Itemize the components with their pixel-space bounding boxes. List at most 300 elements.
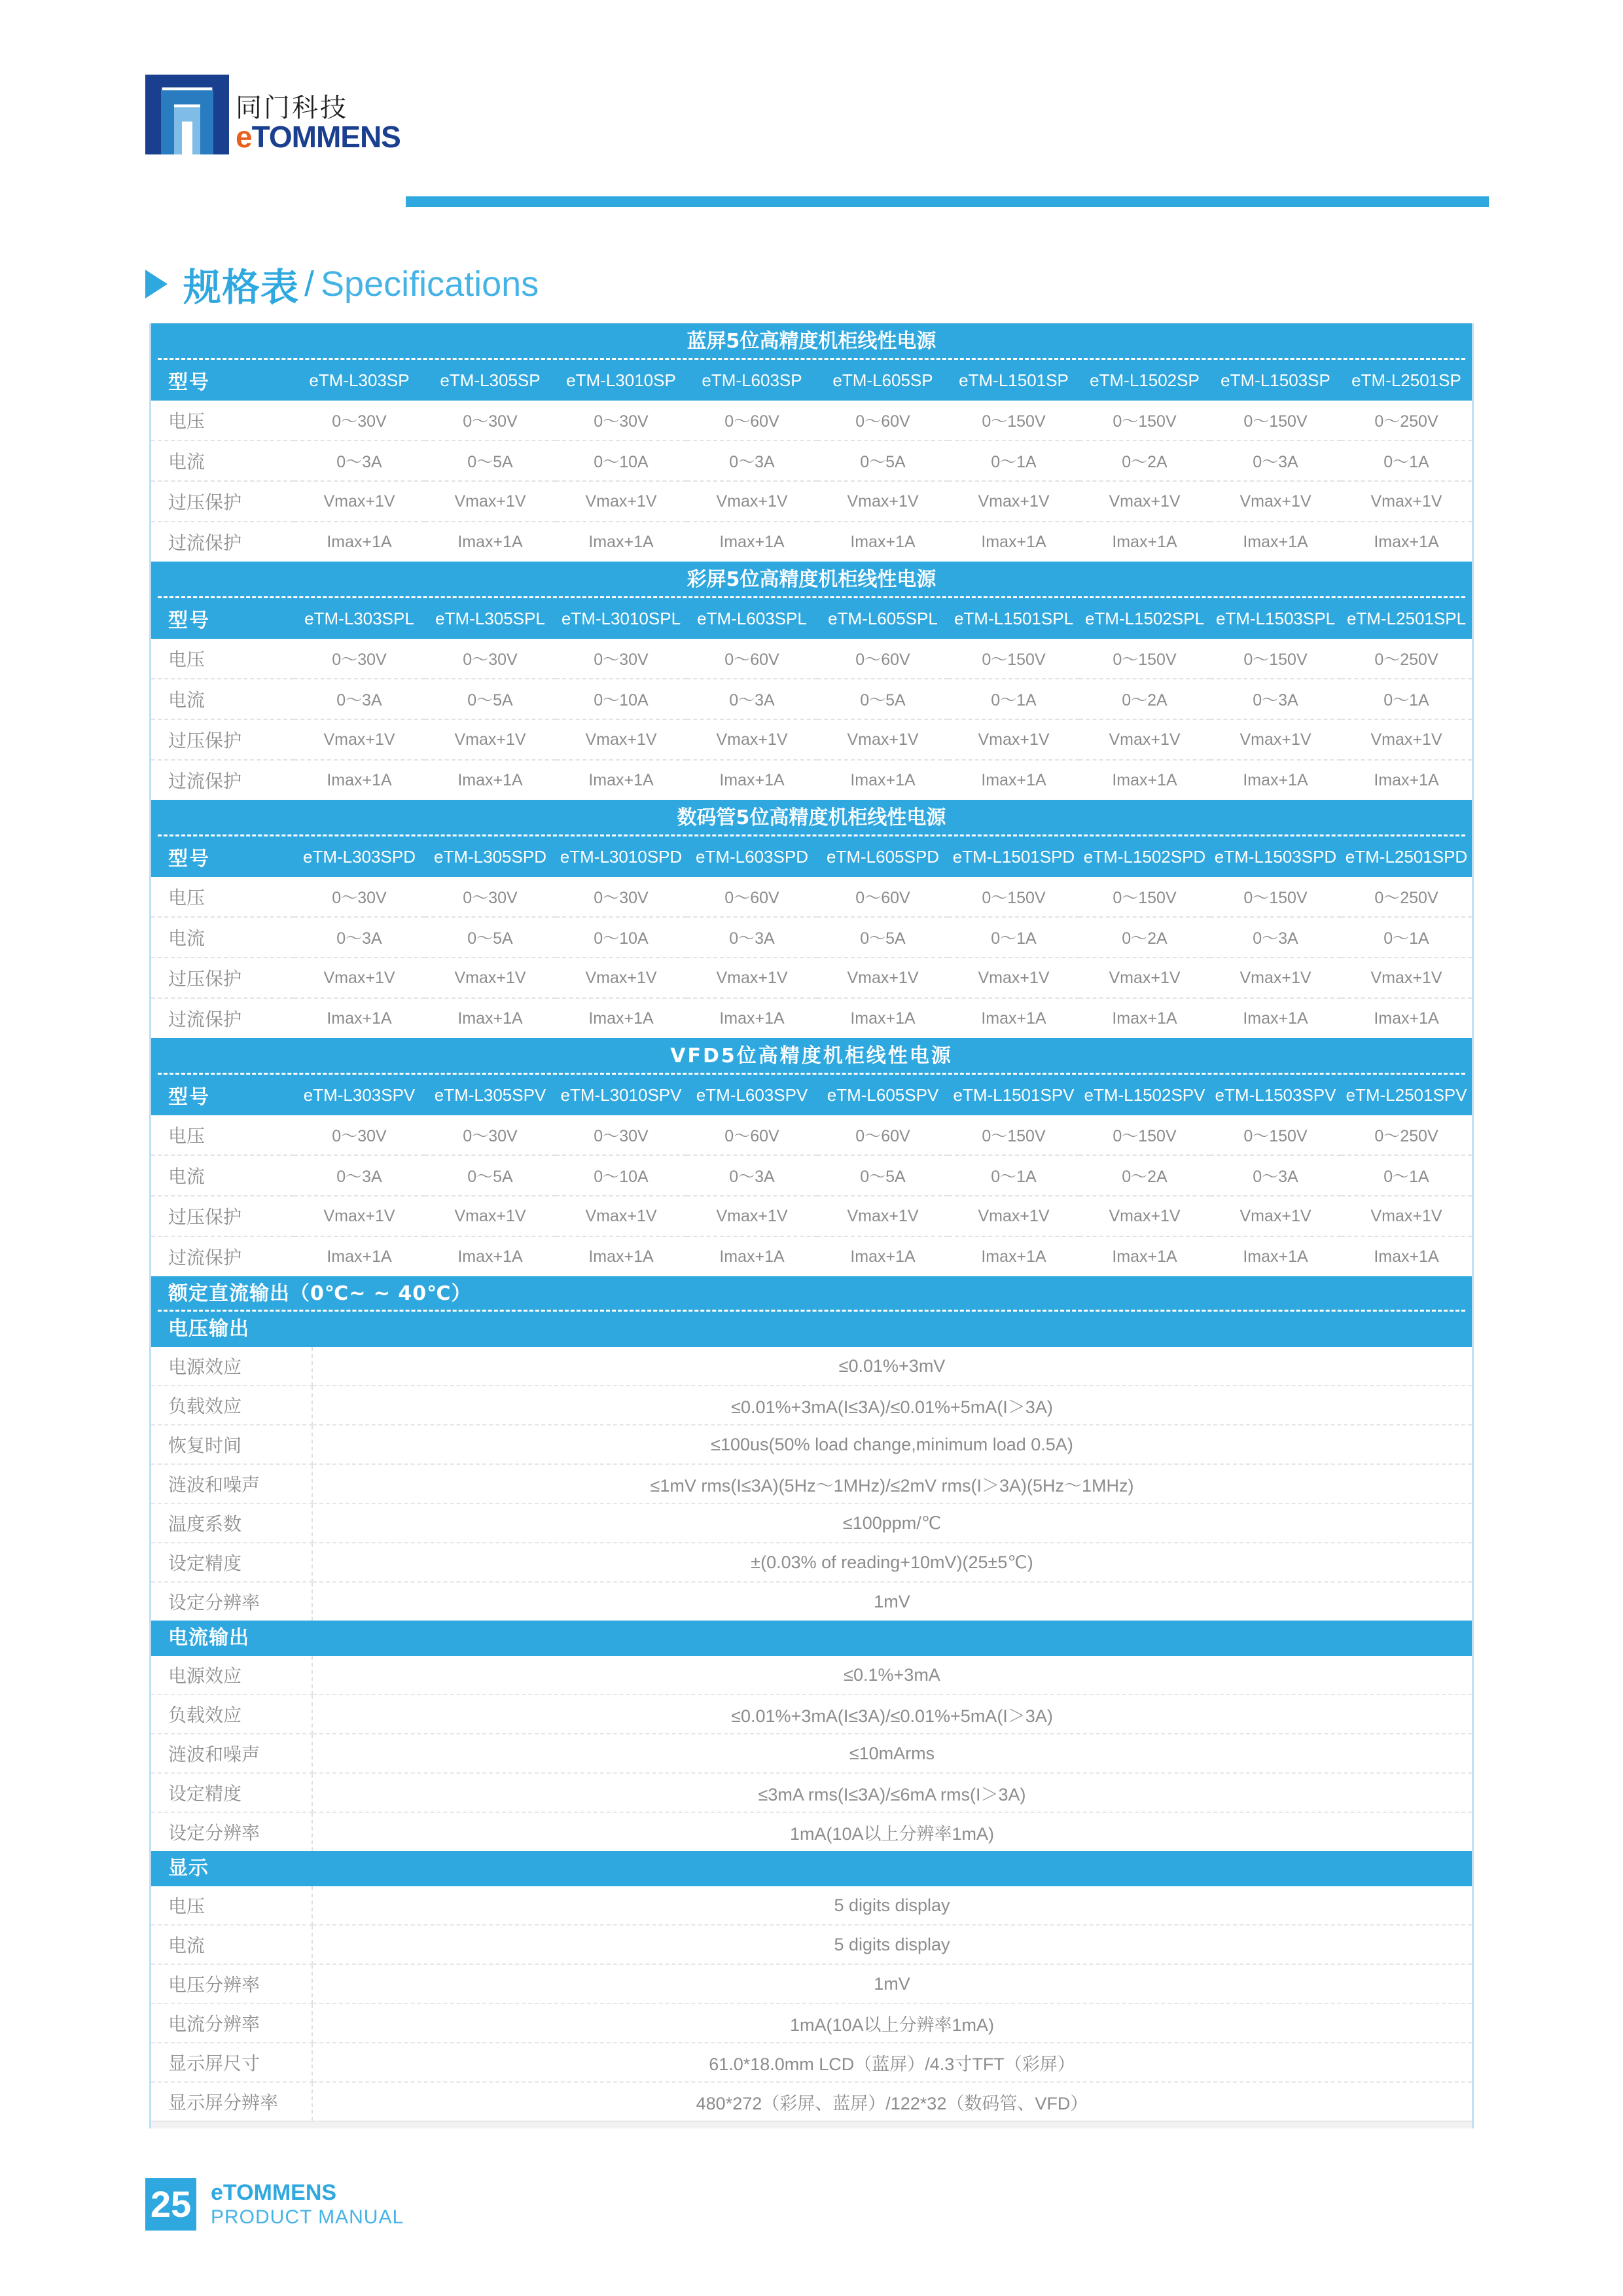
- cell-ocp: Imax+1A: [1210, 522, 1341, 562]
- column-header-model-name: eTM-L303SPD: [294, 836, 425, 877]
- cell-current: 0～5A: [817, 1155, 948, 1196]
- logo-tommens-text: TOMMENS: [251, 120, 401, 154]
- voltage-output-band: 电压输出: [151, 1312, 1472, 1347]
- logo-e-letter: e: [236, 120, 252, 154]
- column-header-model-name: eTM-L303SP: [294, 360, 425, 401]
- display-section-band: 显示: [151, 1851, 1472, 1886]
- column-header-model-name: eTM-L1503SP: [1210, 360, 1341, 401]
- table-header-row: [151, 360, 1472, 401]
- column-header-model-name: eTM-L605SPV: [817, 1075, 948, 1115]
- cell-voltage: 0～30V: [425, 639, 556, 679]
- cell-current: 0～1A: [1341, 1155, 1472, 1196]
- column-header-model-name: eTM-L1501SPD: [948, 836, 1079, 877]
- specifications-container: [149, 323, 1474, 2128]
- spec-row: [151, 1964, 1472, 2003]
- cell-voltage: 0～30V: [294, 877, 425, 917]
- cell-voltage: 0～150V: [948, 639, 1079, 679]
- page-footer: [145, 2178, 404, 2231]
- cell-ovp: Vmax+1V: [425, 481, 556, 522]
- spec-value: ≤100us(50% load change,minimum load 0.5A): [312, 1425, 1472, 1464]
- detail-spec-tables: [151, 1276, 1472, 2121]
- cell-current: 0～1A: [948, 679, 1079, 719]
- model-spec-table: [151, 360, 1472, 562]
- cell-ocp: Imax+1A: [1079, 522, 1210, 562]
- spec-label: 电压: [151, 1886, 312, 1925]
- cell-ovp: Vmax+1V: [1210, 481, 1341, 522]
- spec-row: [151, 1543, 1472, 1582]
- column-header-model-name: eTM-L3010SPL: [556, 598, 687, 639]
- cell-current: 0～3A: [687, 440, 817, 481]
- cell-ocp: Imax+1A: [294, 998, 425, 1038]
- cell-ocp: Imax+1A: [294, 760, 425, 800]
- cell-ovp: Vmax+1V: [1341, 481, 1472, 522]
- current-output-band: 电流输出: [151, 1621, 1472, 1656]
- cell-voltage: 0～30V: [425, 877, 556, 917]
- cell-voltage: 0～250V: [1341, 1115, 1472, 1155]
- table-row: [151, 679, 1472, 719]
- row-label-ocp: 过流保护: [151, 1236, 294, 1276]
- spec-row: [151, 2003, 1472, 2043]
- table-bottom-edge: [151, 2121, 1472, 2128]
- cell-voltage: 0～60V: [687, 639, 817, 679]
- product-group-title: 彩屏5位高精度机柜线性电源: [151, 562, 1472, 598]
- spec-row: [151, 1386, 1472, 1425]
- table-row: [151, 639, 1472, 679]
- logo-english-name: [236, 122, 401, 152]
- table-header-row: [151, 598, 1472, 639]
- row-label-ocp: 过流保护: [151, 522, 294, 562]
- table-row: [151, 1236, 1472, 1276]
- cell-current: 0～2A: [1079, 679, 1210, 719]
- column-header-model: 型号: [151, 836, 294, 877]
- spec-value: ≤10mArms: [312, 1734, 1472, 1773]
- spec-label: 涟波和噪声: [151, 1734, 312, 1773]
- cell-current: 0～5A: [425, 1155, 556, 1196]
- spec-value: 5 digits display: [312, 1925, 1472, 1964]
- spec-row: [151, 1425, 1472, 1464]
- cell-ovp: Vmax+1V: [948, 1196, 1079, 1236]
- cell-voltage: 0～30V: [294, 401, 425, 440]
- cell-current: 0～2A: [1079, 917, 1210, 958]
- spec-label: 设定精度: [151, 1543, 312, 1582]
- cell-current: 0～10A: [556, 1155, 687, 1196]
- cell-ovp: Vmax+1V: [425, 1196, 556, 1236]
- spec-row: [151, 1656, 1472, 1695]
- cell-ocp: Imax+1A: [556, 760, 687, 800]
- column-header-model-name: eTM-L2501SP: [1341, 360, 1472, 401]
- spec-value: 5 digits display: [312, 1886, 1472, 1925]
- spec-value: ≤1mV rms(I≤3A)(5Hz～1MHz)/≤2mV rms(I＞3A)(5Hz～1MHz): [312, 1464, 1472, 1503]
- cell-current: 0～5A: [425, 679, 556, 719]
- header-rule-bar: [406, 196, 1489, 207]
- cell-ovp: Vmax+1V: [294, 958, 425, 998]
- cell-ovp: Vmax+1V: [817, 719, 948, 760]
- cell-current: 0～5A: [817, 917, 948, 958]
- cell-current: 0～5A: [425, 917, 556, 958]
- column-header-model-name: eTM-L1501SPV: [948, 1075, 1079, 1115]
- cell-ovp: Vmax+1V: [1341, 1196, 1472, 1236]
- product-group: [151, 323, 1472, 562]
- cell-voltage: 0～150V: [948, 401, 1079, 440]
- cell-voltage: 0～250V: [1341, 877, 1472, 917]
- cell-ovp: Vmax+1V: [817, 1196, 948, 1236]
- cell-current: 0～5A: [425, 440, 556, 481]
- cell-current: 0～5A: [817, 440, 948, 481]
- triangle-arrow-icon: [145, 270, 168, 298]
- cell-ovp: Vmax+1V: [1210, 1196, 1341, 1236]
- logo-ring-inner: [174, 107, 200, 154]
- cell-voltage: 0～30V: [294, 639, 425, 679]
- spec-label: 电流分辨率: [151, 2003, 312, 2043]
- cell-ocp: Imax+1A: [687, 522, 817, 562]
- footer-brand: eTOMMENS: [211, 2179, 337, 2205]
- company-logo: [145, 75, 401, 154]
- spec-value: ≤0.01%+3mV: [312, 1347, 1472, 1386]
- cell-voltage: 0～60V: [687, 1115, 817, 1155]
- row-label-current: 电流: [151, 440, 294, 481]
- cell-current: 0～3A: [1210, 1155, 1341, 1196]
- spec-value: 480*272（彩屏、蓝屏）/122*32（数码管、VFD）: [696, 2093, 1088, 2113]
- cell-ovp: Vmax+1V: [294, 1196, 425, 1236]
- model-spec-table: [151, 598, 1472, 800]
- spec-value: 61.0*18.0mm LCD（蓝屏）/4.3寸TFT（彩屏）: [312, 2043, 1472, 2082]
- cell-current: 0～10A: [556, 440, 687, 481]
- spec-value: 1mA(10A以上分辨率1mA): [789, 1823, 995, 1844]
- page-header: [0, 65, 1623, 183]
- cell-ocp: Imax+1A: [687, 760, 817, 800]
- cell-current: 0～1A: [1341, 679, 1472, 719]
- spec-value: ≤0.01%+3mA(I≤3A)/≤0.01%+5mA(I＞3A): [312, 1386, 1472, 1425]
- cell-voltage: 0～150V: [1210, 401, 1341, 440]
- cell-voltage: 0～60V: [687, 401, 817, 440]
- table-row: [151, 719, 1472, 760]
- spec-value: ≤0.1%+3mA: [312, 1656, 1472, 1695]
- cell-ocp: Imax+1A: [556, 1236, 687, 1276]
- column-header-model-name: eTM-L603SPD: [687, 836, 817, 877]
- column-header-model-name: eTM-L605SPD: [817, 836, 948, 877]
- cell-current: 0～5A: [817, 679, 948, 719]
- display-section-table: [151, 1886, 1472, 2121]
- cell-current: 0～3A: [294, 917, 425, 958]
- row-label-current: 电流: [151, 679, 294, 719]
- spec-row: [151, 1812, 1472, 1851]
- cell-ovp: Vmax+1V: [687, 719, 817, 760]
- column-header-model-name: eTM-L303SPL: [294, 598, 425, 639]
- cell-voltage: 0～250V: [1341, 639, 1472, 679]
- cell-voltage: 0～150V: [948, 1115, 1079, 1155]
- spec-label: 显示屏分辨率: [151, 2082, 312, 2121]
- page-title-chinese: 规格表: [183, 265, 300, 310]
- table-row: [151, 481, 1472, 522]
- cell-ovp: Vmax+1V: [1079, 719, 1210, 760]
- cell-ovp: Vmax+1V: [556, 481, 687, 522]
- spec-label: 涟波和噪声: [151, 1464, 312, 1503]
- spec-label: 电源效应: [151, 1347, 312, 1386]
- cell-ovp: Vmax+1V: [1079, 481, 1210, 522]
- cell-ovp: Vmax+1V: [948, 958, 1079, 998]
- spec-label: 设定精度: [151, 1773, 312, 1812]
- spec-label: 温度系数: [151, 1503, 312, 1543]
- table-header-row: [151, 836, 1472, 877]
- cell-ocp: Imax+1A: [425, 1236, 556, 1276]
- cell-ovp: Vmax+1V: [687, 481, 817, 522]
- cell-ovp: Vmax+1V: [556, 1196, 687, 1236]
- cell-voltage: 0～150V: [1210, 639, 1341, 679]
- cell-ovp: Vmax+1V: [817, 481, 948, 522]
- spec-label: 电流: [151, 1925, 312, 1964]
- spec-value: ±(0.03% of reading+10mV)(25±5℃): [312, 1543, 1472, 1582]
- spec-label: 恢复时间: [151, 1425, 312, 1464]
- cell-voltage: 0～150V: [1079, 877, 1210, 917]
- cell-ovp: Vmax+1V: [1341, 958, 1472, 998]
- spec-value: 1mV: [874, 1591, 910, 1611]
- cell-ovp: Vmax+1V: [1210, 719, 1341, 760]
- row-label-ovp: 过压保护: [151, 1196, 294, 1236]
- spec-value: ≤3mA rms(I≤3A)/≤6mA rms(I＞3A): [312, 1773, 1472, 1812]
- page-title-english: Specifications: [321, 264, 539, 304]
- column-header-model-name: eTM-L603SP: [687, 360, 817, 401]
- spec-row: [151, 1925, 1472, 1964]
- page-number: 25: [145, 2178, 196, 2231]
- spec-label: 电源效应: [151, 1656, 312, 1695]
- cell-voltage: 0～150V: [1079, 639, 1210, 679]
- spec-row: [151, 2082, 1472, 2121]
- column-header-model: 型号: [151, 360, 294, 401]
- cell-current: 0～10A: [556, 679, 687, 719]
- spec-value: 1mA(10A以上分辨率1mA): [312, 2003, 1472, 2043]
- cell-ovp: Vmax+1V: [1210, 958, 1341, 998]
- cell-voltage: 0～30V: [425, 1115, 556, 1155]
- spec-label: 电压分辨率: [151, 1964, 312, 2003]
- cell-voltage: 0～150V: [948, 877, 1079, 917]
- row-label-ocp: 过流保护: [151, 998, 294, 1038]
- cell-ocp: Imax+1A: [425, 522, 556, 562]
- page-title-separator: /: [304, 264, 315, 304]
- column-header-model-name: eTM-L1503SPL: [1210, 598, 1341, 639]
- cell-ocp: Imax+1A: [1079, 998, 1210, 1038]
- cell-current: 0～3A: [687, 917, 817, 958]
- logo-wordmark: [236, 94, 401, 154]
- table-row: [151, 440, 1472, 481]
- cell-ocp: Imax+1A: [687, 1236, 817, 1276]
- cell-current: 0～2A: [1079, 440, 1210, 481]
- cell-ocp: Imax+1A: [425, 760, 556, 800]
- column-header-model-name: eTM-L3010SP: [556, 360, 687, 401]
- cell-ocp: Imax+1A: [948, 522, 1079, 562]
- cell-current: 0～1A: [1341, 440, 1472, 481]
- column-header-model-name: eTM-L3010SPD: [556, 836, 687, 877]
- cell-voltage: 0～30V: [556, 639, 687, 679]
- cell-ocp: Imax+1A: [294, 1236, 425, 1276]
- table-row: [151, 401, 1472, 440]
- cell-voltage: 0～30V: [425, 401, 556, 440]
- cell-current: 0～2A: [1079, 1155, 1210, 1196]
- product-group-title: 蓝屏5位高精度机柜线性电源: [151, 323, 1472, 360]
- cell-ovp: Vmax+1V: [425, 958, 556, 998]
- model-spec-table: [151, 1075, 1472, 1276]
- row-label-ovp: 过压保护: [151, 719, 294, 760]
- cell-ovp: Vmax+1V: [1079, 958, 1210, 998]
- column-header-model: 型号: [151, 598, 294, 639]
- voltage-output-table: [151, 1347, 1472, 1621]
- cell-ocp: Imax+1A: [948, 760, 1079, 800]
- cell-current: 0～3A: [687, 679, 817, 719]
- column-header-model-name: eTM-L305SPD: [425, 836, 556, 877]
- product-group-title: 数码管5位高精度机柜线性电源: [151, 800, 1472, 836]
- product-group: [151, 1038, 1472, 1276]
- cell-ovp: Vmax+1V: [1341, 719, 1472, 760]
- cell-voltage: 0～60V: [817, 877, 948, 917]
- spec-row: [151, 1582, 1472, 1621]
- cell-ocp: Imax+1A: [1079, 1236, 1210, 1276]
- cell-ocp: Imax+1A: [1341, 1236, 1472, 1276]
- column-header-model-name: eTM-L1503SPD: [1210, 836, 1341, 877]
- spec-label: 显示屏尺寸: [151, 2043, 312, 2082]
- spec-row: [151, 1464, 1472, 1503]
- logo-ring-middle: [161, 90, 213, 154]
- table-row: [151, 917, 1472, 958]
- cell-ocp: Imax+1A: [817, 522, 948, 562]
- row-label-ovp: 过压保护: [151, 481, 294, 522]
- spec-row: [151, 2043, 1472, 2082]
- column-header-model-name: eTM-L1502SPV: [1079, 1075, 1210, 1115]
- cell-current: 0～3A: [1210, 679, 1341, 719]
- cell-ocp: Imax+1A: [1341, 998, 1472, 1038]
- product-group-title: VFD5位高精度机柜线性电源: [151, 1038, 1472, 1075]
- column-header-model-name: eTM-L1501SP: [948, 360, 1079, 401]
- table-row: [151, 958, 1472, 998]
- column-header-model-name: eTM-L2501SPD: [1341, 836, 1472, 877]
- rated-output-band: 额定直流输出（0℃~ ~ 40℃）: [151, 1276, 1472, 1312]
- row-label-voltage: 电压: [151, 639, 294, 679]
- column-header-model: 型号: [151, 1075, 294, 1115]
- cell-voltage: 0～30V: [294, 1115, 425, 1155]
- cell-current: 0～1A: [1341, 917, 1472, 958]
- column-header-model-name: eTM-L1502SP: [1079, 360, 1210, 401]
- cell-voltage: 0～250V: [1341, 401, 1472, 440]
- product-group: [151, 562, 1472, 800]
- spec-value: ≤100ppm/℃: [312, 1503, 1472, 1543]
- cell-current: 0～3A: [687, 1155, 817, 1196]
- cell-current: 0～3A: [294, 440, 425, 481]
- cell-ocp: Imax+1A: [948, 1236, 1079, 1276]
- product-group-tables: [151, 323, 1472, 1276]
- spec-value: ≤0.01%+3mA(I≤3A)/≤0.01%+5mA(I＞3A): [312, 1695, 1472, 1734]
- table-row: [151, 877, 1472, 917]
- row-label-current: 电流: [151, 917, 294, 958]
- spec-label: 负载效应: [151, 1695, 312, 1734]
- column-header-model-name: eTM-L1501SPL: [948, 598, 1079, 639]
- row-label-voltage: 电压: [151, 877, 294, 917]
- cell-ocp: Imax+1A: [556, 998, 687, 1038]
- column-header-model-name: eTM-L605SP: [817, 360, 948, 401]
- spec-row: [151, 1695, 1472, 1734]
- cell-ocp: Imax+1A: [817, 760, 948, 800]
- current-output-table: [151, 1656, 1472, 1851]
- cell-ovp: Vmax+1V: [556, 719, 687, 760]
- cell-current: 0～10A: [556, 917, 687, 958]
- cell-voltage: 0～30V: [556, 401, 687, 440]
- spec-row: [151, 1347, 1472, 1386]
- spec-label: 设定分辨率: [151, 1812, 312, 1851]
- cell-current: 0～1A: [948, 917, 1079, 958]
- cell-ocp: Imax+1A: [1079, 760, 1210, 800]
- cell-voltage: 0～60V: [687, 877, 817, 917]
- row-label-voltage: 电压: [151, 401, 294, 440]
- column-header-model-name: eTM-L2501SPV: [1341, 1075, 1472, 1115]
- column-header-model-name: eTM-L1503SPV: [1210, 1075, 1341, 1115]
- cell-voltage: 0～60V: [817, 1115, 948, 1155]
- cell-ovp: Vmax+1V: [294, 481, 425, 522]
- table-row: [151, 1155, 1472, 1196]
- cell-ovp: Vmax+1V: [1079, 1196, 1210, 1236]
- table-row: [151, 1115, 1472, 1155]
- column-header-model-name: eTM-L1502SPD: [1079, 836, 1210, 877]
- cell-voltage: 0～150V: [1210, 877, 1341, 917]
- spec-row: [151, 1886, 1472, 1925]
- spec-row: [151, 1503, 1472, 1543]
- spec-label: 负载效应: [151, 1386, 312, 1425]
- cell-ovp: Vmax+1V: [687, 958, 817, 998]
- cell-ocp: Imax+1A: [425, 998, 556, 1038]
- row-label-voltage: 电压: [151, 1115, 294, 1155]
- cell-ocp: Imax+1A: [1341, 760, 1472, 800]
- cell-voltage: 0～150V: [1079, 1115, 1210, 1155]
- cell-ocp: Imax+1A: [294, 522, 425, 562]
- cell-ocp: Imax+1A: [556, 522, 687, 562]
- cell-ovp: Vmax+1V: [948, 719, 1079, 760]
- cell-ovp: Vmax+1V: [948, 481, 1079, 522]
- cell-current: 0～3A: [1210, 440, 1341, 481]
- column-header-model-name: eTM-L305SPL: [425, 598, 556, 639]
- row-label-ocp: 过流保护: [151, 760, 294, 800]
- column-header-model-name: eTM-L1502SPL: [1079, 598, 1210, 639]
- spec-row: [151, 1773, 1472, 1812]
- cell-ovp: Vmax+1V: [556, 958, 687, 998]
- spec-value: 1mV: [312, 1964, 1472, 2003]
- cell-ovp: Vmax+1V: [817, 958, 948, 998]
- cell-current: 0～3A: [294, 1155, 425, 1196]
- cell-current: 0～3A: [294, 679, 425, 719]
- column-header-model-name: eTM-L305SP: [425, 360, 556, 401]
- table-row: [151, 522, 1472, 562]
- page-title: [145, 257, 539, 312]
- cell-current: 0～1A: [948, 1155, 1079, 1196]
- cell-voltage: 0～30V: [556, 877, 687, 917]
- cell-ovp: Vmax+1V: [425, 719, 556, 760]
- cell-current: 0～1A: [948, 440, 1079, 481]
- column-header-model-name: eTM-L3010SPV: [556, 1075, 687, 1115]
- row-label-current: 电流: [151, 1155, 294, 1196]
- cell-ocp: Imax+1A: [1210, 1236, 1341, 1276]
- cell-voltage: 0～150V: [1079, 401, 1210, 440]
- cell-ocp: Imax+1A: [687, 998, 817, 1038]
- column-header-model-name: eTM-L2501SPL: [1341, 598, 1472, 639]
- cell-ocp: Imax+1A: [1210, 998, 1341, 1038]
- table-row: [151, 998, 1472, 1038]
- model-spec-table: [151, 836, 1472, 1038]
- column-header-model-name: eTM-L305SPV: [425, 1075, 556, 1115]
- logo-gate-icon: [145, 75, 229, 154]
- footer-text-block: [211, 2179, 404, 2230]
- cell-ovp: Vmax+1V: [294, 719, 425, 760]
- footer-subtitle: PRODUCT MANUAL: [211, 2206, 404, 2229]
- table-row: [151, 760, 1472, 800]
- cell-ocp: Imax+1A: [1210, 760, 1341, 800]
- cell-ovp: Vmax+1V: [687, 1196, 817, 1236]
- table-header-row: [151, 1075, 1472, 1115]
- logo-chinese-name: 同门科技: [236, 93, 348, 123]
